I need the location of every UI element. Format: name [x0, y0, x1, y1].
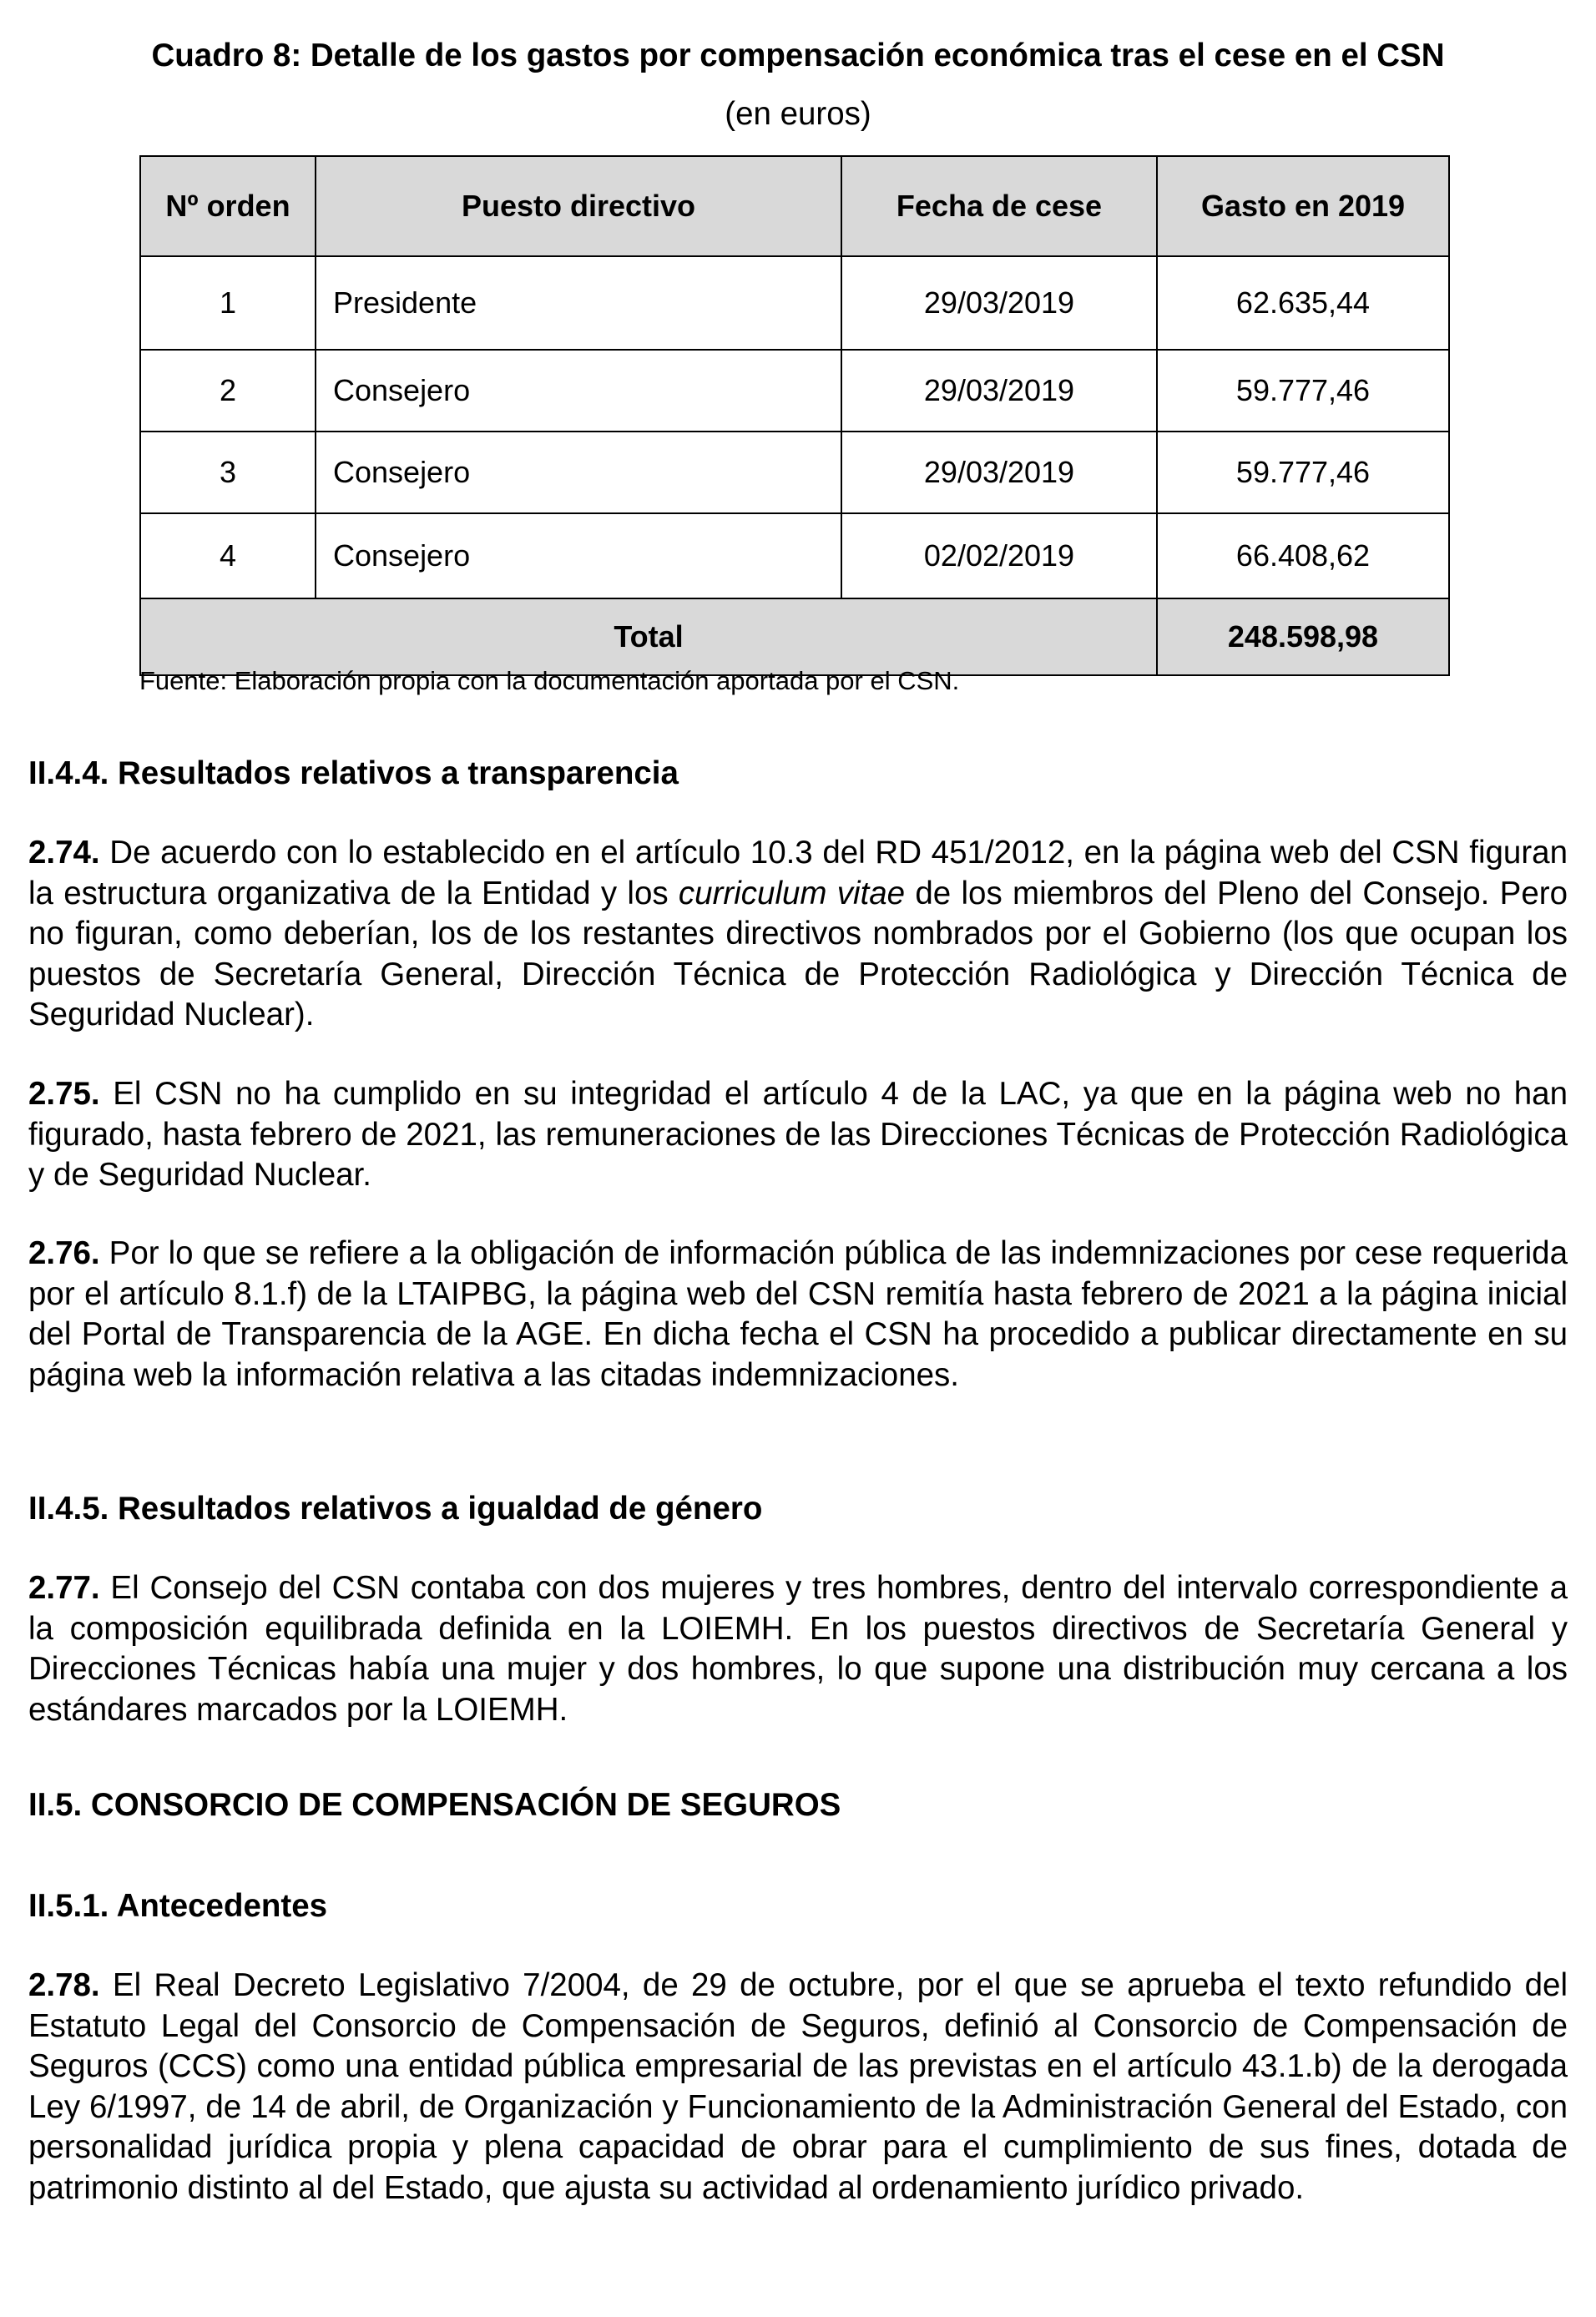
cell-fecha: 29/03/2019 — [841, 432, 1157, 513]
paragraph-number: 2.75. — [28, 1076, 100, 1112]
cell-gasto: 59.777,46 — [1157, 350, 1449, 432]
cell-orden: 3 — [140, 432, 316, 513]
cell-fecha: 02/02/2019 — [841, 513, 1157, 598]
cell-orden: 4 — [140, 513, 316, 598]
cell-puesto: Consejero — [316, 513, 841, 598]
paragraph-text: El CSN no ha cumplido en su integridad el artículo 4 de la LAC, ya que en la página web no han figurado, hasta febrero de 2021, las remuneraciones de las Direcciones Técnicas de Protección Radiológica y de Seguridad Nuclear. — [28, 1076, 1568, 1193]
paragraph-2-76 — [28, 1234, 1568, 1396]
section-heading-antecedentes: II.5.1. Antecedentes — [28, 1888, 328, 1924]
table-row — [140, 256, 1449, 350]
cell-gasto: 62.635,44 — [1157, 256, 1449, 350]
section-heading-transparencia: II.4.4. Resultados relativos a transparencia — [28, 755, 679, 791]
cell-gasto: 59.777,46 — [1157, 432, 1449, 513]
column-header-gasto: Gasto en 2019 — [1157, 156, 1449, 256]
paragraph-italic-term: curriculum vitae — [678, 875, 906, 911]
cell-fecha: 29/03/2019 — [841, 350, 1157, 432]
table-row — [140, 350, 1449, 432]
paragraph-2-74 — [28, 833, 1568, 1036]
table-row — [140, 432, 1449, 513]
paragraph-2-75 — [28, 1074, 1568, 1196]
expenses-table — [139, 155, 1450, 676]
column-header-orden: Nº orden — [140, 156, 316, 256]
paragraph-number: 2.74. — [28, 835, 100, 871]
paragraph-number: 2.76. — [28, 1235, 100, 1271]
table-row — [140, 513, 1449, 598]
column-header-fecha: Fecha de cese — [841, 156, 1157, 256]
total-label: Total — [140, 598, 1157, 675]
paragraph-text: de los miembros del Pleno del Consejo. Pero no figuran, como deberían, los de los restantes directivos nombrados por el Gobierno (los que ocupan los puestos de Secretaría General, Dirección Técnica de Protección Radiológica y Dirección Técnica de Seguridad Nuclear). — [28, 875, 1568, 1032]
paragraph-text: El Real Decreto Legislativo 7/2004, de 29 de octubre, por el que se aprueba el texto refundido del Estatuto Legal del Consorcio de Compensación de Seguros, definió al Consorcio de Compensación de Seguros (CCS) como una entidad pública empresarial de las previstas en el artículo 43.1.b) de la derogada Ley 6/1997, de 14 de abril, de Organización y Funcionamiento de la Administración General del Estado, con personalidad jurídica propia y plena capacidad de obrar para el cumplimiento de sus fines, dotada de patrimonio distinto al del Estado, que ajusta su actividad al ordenamiento jurídico privado. — [28, 1967, 1568, 2206]
cell-orden: 2 — [140, 350, 316, 432]
cell-puesto: Consejero — [316, 350, 841, 432]
total-value: 248.598,98 — [1157, 598, 1449, 675]
paragraph-text: Por lo que se refiere a la obligación de información pública de las indemnizaciones por cese requerida por el artículo 8.1.f) de la LTAIPBG, la página web del CSN remitía hasta febrero de 2021 a la página inicial del Portal de Transparencia de la AGE. En dicha fecha el CSN ha procedido a publicar directamente en su página web la información relativa a las citadas indemnizaciones. — [28, 1235, 1568, 1393]
section-heading-igualdad-genero: II.4.5. Resultados relativos a igualdad de género — [28, 1491, 763, 1527]
column-header-puesto: Puesto directivo — [316, 156, 841, 256]
paragraph-text: El Consejo del CSN contaba con dos mujeres y tres hombres, dentro del intervalo correspondiente a la composición equilibrada definida en la LOIEMH. En los puestos directivos de Secretaría General y Direcciones Técnicas había una mujer y dos hombres, lo que supone una distribución muy cercana a los estándares marcados por la LOIEMH. — [28, 1570, 1568, 1728]
paragraph-text: De acuerdo con lo establecido en el artículo 10.3 del RD 451/2012, en la página web del CSN figuran la estructura organizativa de la Entidad y los — [28, 835, 1568, 911]
cell-fecha: 29/03/2019 — [841, 256, 1157, 350]
table-caption-title: Cuadro 8: Detalle de los gastos por compensación económica tras el cese en el CSN — [151, 38, 1445, 73]
cell-gasto: 66.408,62 — [1157, 513, 1449, 598]
table-source-note: Fuente: Elaboración propia con la documentación aportada por el CSN. — [139, 666, 960, 695]
cell-puesto: Presidente — [316, 256, 841, 350]
table-caption-unit: (en euros) — [725, 96, 871, 132]
paragraph-number: 2.77. — [28, 1570, 100, 1606]
table-header-row — [140, 156, 1449, 256]
paragraph-2-77 — [28, 1568, 1568, 1730]
section-heading-consorcio: II.5. CONSORCIO DE COMPENSACIÓN DE SEGUROS — [28, 1787, 841, 1823]
paragraph-number: 2.78. — [28, 1967, 100, 2003]
paragraph-2-78 — [28, 1966, 1568, 2208]
cell-puesto: Consejero — [316, 432, 841, 513]
cell-orden: 1 — [140, 256, 316, 350]
